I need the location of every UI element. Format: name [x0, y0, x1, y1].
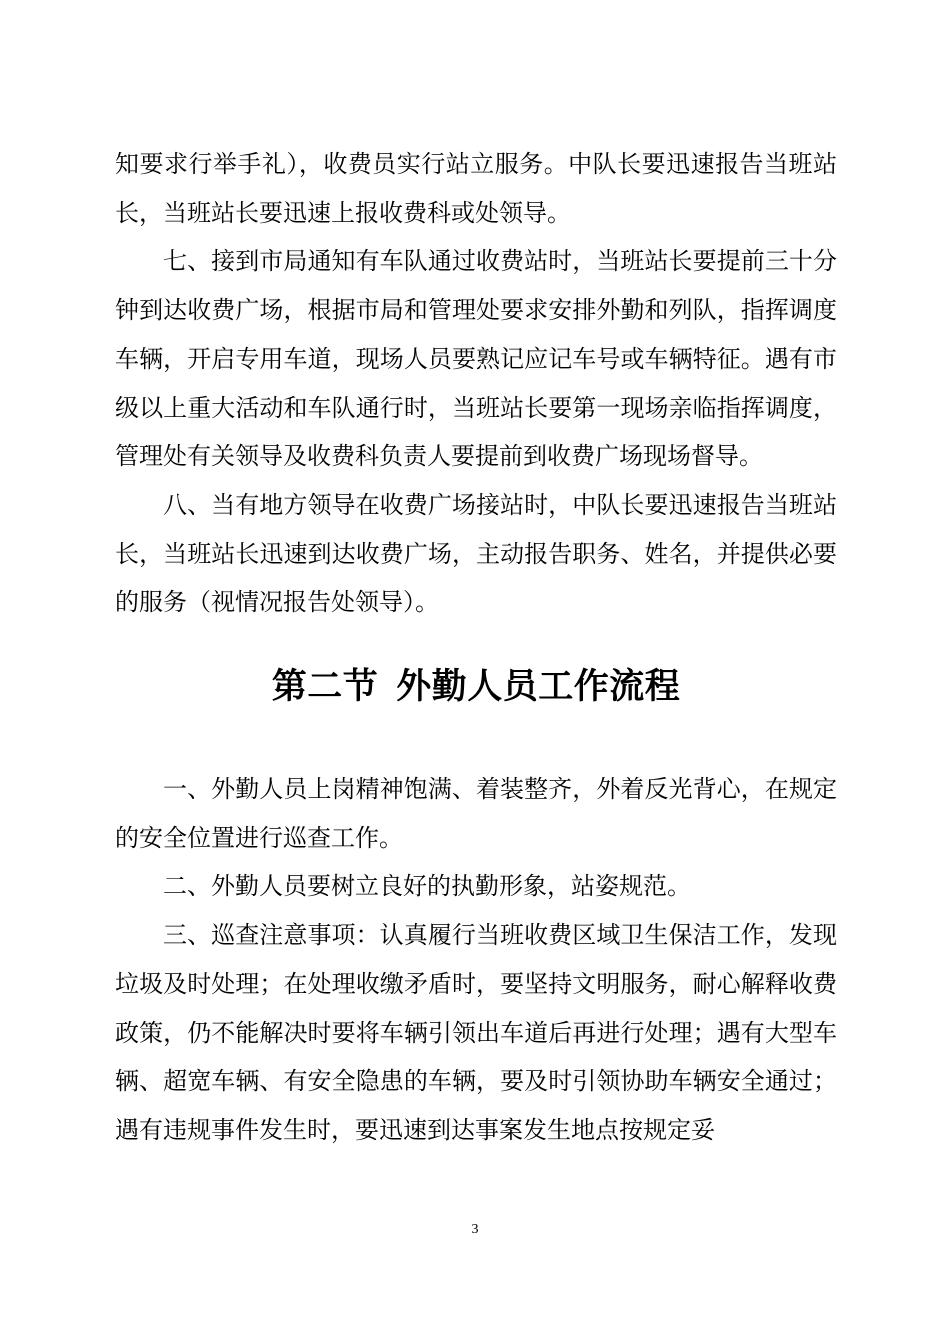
- paragraph-item-one: 一、外勤人员上岗精神饱满、着装整齐，外着反光背心，在规定的安全位置进行巡查工作。: [115, 775, 837, 852]
- page-content: [115, 140, 837, 1155]
- paragraph-item-seven: 七、接到市局通知有车队通过收费站时，当班站长要提前三十分钟到达收费广场，根据市局和管理处要求安排外勤和列队，指挥调度车辆，开启专用车道，现场人员要熟记应记车号或车辆特征。遇有市级以上重大活动和车队通行时，当班站长要第一现场亲临指挥调度，管理处有关领导及收费科负责人要提前到收费广场现场督导。: [115, 247, 837, 471]
- page-number: 3: [471, 1222, 479, 1237]
- paragraph-item-two: 二、外勤人员要树立良好的执勤形象，站姿规范。: [163, 872, 691, 901]
- section-number: 第二节: [271, 666, 379, 708]
- section-title: 外勤人员工作流程: [396, 666, 681, 708]
- paragraph-item-eight: 八、当有地方领导在收费广场接站时，中队长要迅速报告当班站长，当班站长迅速到达收费广场，主动报告职务、姓名，并提供必要的服务（视情况报告处领导）。: [115, 490, 837, 617]
- paragraph-continuation: 知要求行举手礼），收费员实行站立服务。中队长要迅速报告当班站长，当班站长要迅速上报收费科或处领导。: [115, 150, 837, 227]
- section-heading: [115, 627, 837, 765]
- paragraph-item-three: 三、巡查注意事项：认真履行当班收费区域卫生保洁工作，发现垃圾及时处理；在处理收缴矛盾时，要坚持文明服务，耐心解释收费政策，仍不能解决时要将车辆引领出车道后再进行处理；遇有大型车辆、超宽车辆、有安全隐患的车辆，要及时引领协助车辆安全通过；遇有违规事件发生时，要迅速到达事案发生地点按规定妥: [115, 921, 837, 1144]
